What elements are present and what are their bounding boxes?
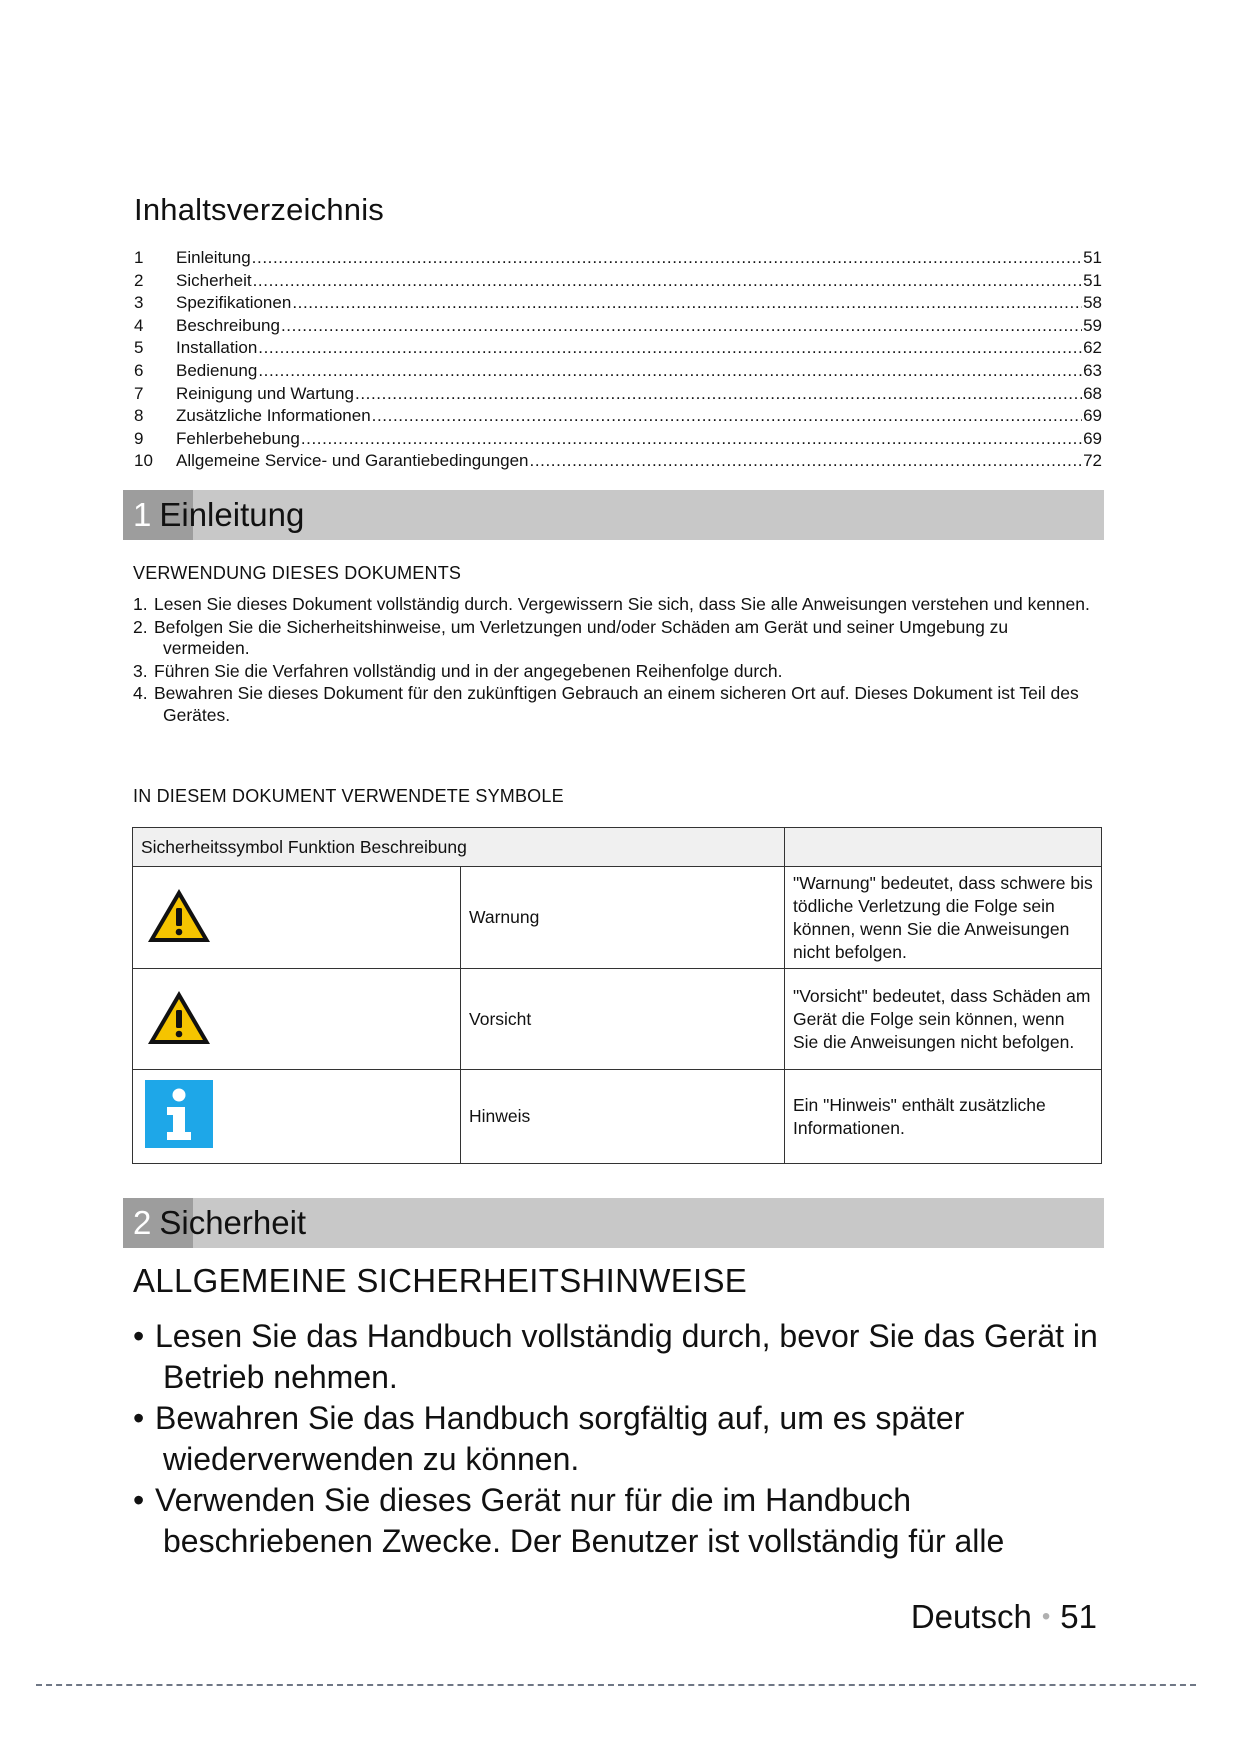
symbol-description: Ein "Hinweis" enthält zusätzliche Informationen. xyxy=(793,1094,1046,1138)
symbol-name: Hinweis xyxy=(469,1106,531,1126)
safety-bullet-list xyxy=(133,1316,1103,1562)
safety-subheading: ALLGEMEINE SICHERHEITSHINWEISE xyxy=(133,1262,748,1299)
toc-entry-page: 63 xyxy=(1083,360,1102,380)
toc-leader-dots xyxy=(252,248,1082,268)
warning-triangle-icon xyxy=(145,885,213,945)
list-item xyxy=(133,1316,1103,1398)
toc-entry-number: 5 xyxy=(134,338,144,358)
toc-entry[interactable] xyxy=(134,361,1102,384)
section-number: 1 xyxy=(133,496,152,533)
toc-leader-dots xyxy=(258,338,1082,358)
toc-entry-number: 1 xyxy=(134,248,144,267)
toc-leader-dots xyxy=(258,361,1082,381)
toc-entry-title: Fehlerbehebung xyxy=(176,428,300,448)
toc-entry-number: 6 xyxy=(134,360,144,380)
bullet-icon: • xyxy=(133,1400,145,1436)
toc-entry[interactable] xyxy=(134,338,1102,361)
toc-entry-title: Allgemeine Service- und Garantiebedingungen xyxy=(176,451,529,471)
symbol-name-cell xyxy=(461,969,785,1070)
symbol-description-cell xyxy=(785,1070,1102,1164)
table-header-cell xyxy=(133,828,785,867)
toc-entry-page: 69 xyxy=(1083,428,1102,448)
table-header-cell-empty xyxy=(785,828,1102,867)
footer-divider xyxy=(36,1684,1196,1686)
toc-entry-title: Beschreibung xyxy=(176,315,280,335)
toc-entry-number: 10 xyxy=(134,451,153,471)
footer-separator: • xyxy=(1041,1603,1051,1630)
toc-leader-dots xyxy=(355,384,1082,404)
list-item xyxy=(133,1398,1103,1480)
toc-entry-title: Zusätzliche Informationen xyxy=(176,406,371,426)
table-header-row xyxy=(133,828,1102,867)
toc-leader-dots xyxy=(301,429,1082,449)
section-2-header xyxy=(123,1198,1104,1248)
toc-leader-dots xyxy=(372,406,1082,426)
symbol-name: Vorsicht xyxy=(469,1008,532,1029)
toc-entry[interactable] xyxy=(134,293,1102,316)
list-item-number: 2. xyxy=(133,616,148,637)
section-1-header xyxy=(123,490,1104,540)
table-header-text: Sicherheitssymbol Funktion Beschreibung xyxy=(141,836,467,857)
symbol-cell xyxy=(133,969,461,1070)
bullet-icon: • xyxy=(133,1482,145,1518)
toc-entry[interactable] xyxy=(134,451,1102,474)
toc-entry-title: Reinigung und Wartung xyxy=(176,383,354,403)
symbol-name-cell xyxy=(461,867,785,969)
list-item-text: Lesen Sie das Handbuch vollständig durch, bevor Sie das Gerät in Betrieb nehmen. xyxy=(155,1318,1098,1395)
symbol-cell xyxy=(133,867,461,969)
list-item xyxy=(133,594,1093,616)
list-item-text: Befolgen Sie die Sicherheitshinweise, um Verletzungen und/oder Schäden am Gerät und seiner Umgebung zu vermeiden. xyxy=(154,616,1009,658)
toc-entry-page: 58 xyxy=(1083,293,1102,313)
list-item-text: Bewahren Sie dieses Dokument für den zukünftigen Gebrauch an einem sicheren Ort auf. Dieses Dokument ist Teil des Gerätes. xyxy=(154,683,1079,725)
page-footer xyxy=(911,1598,1097,1636)
toc-entry-number: 3 xyxy=(134,293,144,313)
table-row xyxy=(133,969,1102,1070)
symbols-heading: IN DIESEM DOKUMENT VERWENDETE SYMBOLE xyxy=(133,786,564,806)
table-row xyxy=(133,867,1102,969)
symbol-description-cell xyxy=(785,969,1102,1070)
symbol-description-cell xyxy=(785,867,1102,969)
toc-entry-title: Sicherheit xyxy=(176,270,252,290)
section-number: 2 xyxy=(133,1204,152,1241)
footer-language: Deutsch xyxy=(910,1598,1032,1635)
toc-entry-number: 9 xyxy=(134,428,144,448)
list-item xyxy=(133,617,1093,660)
toc-entry[interactable] xyxy=(134,429,1102,452)
toc-entry-page: 69 xyxy=(1083,406,1102,426)
toc-leader-dots xyxy=(530,451,1083,471)
usage-list xyxy=(133,594,1093,727)
list-item-number: 1. xyxy=(133,594,148,614)
toc-entry[interactable] xyxy=(134,316,1102,339)
table-row xyxy=(133,1070,1102,1164)
list-item-text: Führen Sie die Verfahren vollständig und in der angegebenen Reihenfolge durch. xyxy=(154,660,783,681)
table-of-contents xyxy=(134,248,1102,474)
section-heading xyxy=(133,496,304,534)
caution-triangle-icon xyxy=(145,987,213,1047)
symbol-description: "Vorsicht" bedeutet, dass Schäden am Gerät die Folge sein können, wenn Sie die Anweisungen nicht befolgen. xyxy=(793,985,1091,1052)
toc-entry-number: 2 xyxy=(134,270,144,290)
section-title: Sicherheit xyxy=(159,1204,307,1241)
symbol-name: Warnung xyxy=(469,907,540,927)
toc-entry-title: Bedienung xyxy=(176,360,258,380)
toc-entry-title: Installation xyxy=(176,338,258,358)
section-heading xyxy=(133,1204,306,1242)
toc-entry[interactable] xyxy=(134,248,1102,271)
toc-entry-number: 7 xyxy=(134,383,144,403)
list-item-text: Verwenden Sie dieses Gerät nur für die im Handbuch beschriebenen Zwecke. Der Benutzer ist vollständig für alle xyxy=(155,1482,1005,1559)
toc-entry-page: 62 xyxy=(1083,338,1102,358)
bullet-icon: • xyxy=(133,1318,145,1354)
toc-entry[interactable] xyxy=(134,384,1102,407)
list-item-text: Lesen Sie dieses Dokument vollständig durch. Vergewissern Sie sich, dass Sie alle Anweisungen verstehen und kennen. xyxy=(154,594,1090,614)
toc-entry-page: 72 xyxy=(1083,451,1102,471)
symbols-table xyxy=(132,827,1102,1164)
toc-entry-page: 59 xyxy=(1083,315,1102,335)
list-item-number: 4. xyxy=(133,683,148,703)
section-title: Einleitung xyxy=(159,496,305,533)
toc-entry-number: 4 xyxy=(134,315,144,335)
toc-entry-page: 51 xyxy=(1083,248,1102,267)
toc-entry-number: 8 xyxy=(134,406,144,426)
symbol-name-cell xyxy=(461,1070,785,1164)
info-icon xyxy=(145,1080,213,1148)
list-item xyxy=(133,661,1093,683)
toc-leader-dots xyxy=(281,316,1082,336)
toc-entry-page: 51 xyxy=(1083,270,1102,290)
symbol-cell xyxy=(133,1070,461,1164)
toc-entry-page: 68 xyxy=(1083,383,1102,403)
toc-heading: Inhaltsverzeichnis xyxy=(134,192,384,227)
usage-heading: VERWENDUNG DIESES DOKUMENTS xyxy=(133,563,462,583)
list-item xyxy=(133,683,1093,726)
toc-entry-title: Spezifikationen xyxy=(176,293,292,313)
page-number: 51 xyxy=(1060,1598,1097,1635)
toc-leader-dots xyxy=(253,271,1082,291)
symbol-description: "Warnung" bedeutet, dass schwere bis tödliche Verletzung die Folge sein können, wenn Sie die Anweisungen nicht befolgen. xyxy=(793,872,1093,962)
toc-leader-dots xyxy=(292,293,1082,313)
list-item-text: Bewahren Sie das Handbuch sorgfältig auf, um es später wiederverwenden zu können. xyxy=(155,1400,965,1477)
list-item xyxy=(133,1480,1103,1562)
toc-entry-title: Einleitung xyxy=(176,248,251,267)
toc-entry[interactable] xyxy=(134,271,1102,294)
toc-entry[interactable] xyxy=(134,406,1102,429)
list-item-number: 3. xyxy=(133,660,148,681)
